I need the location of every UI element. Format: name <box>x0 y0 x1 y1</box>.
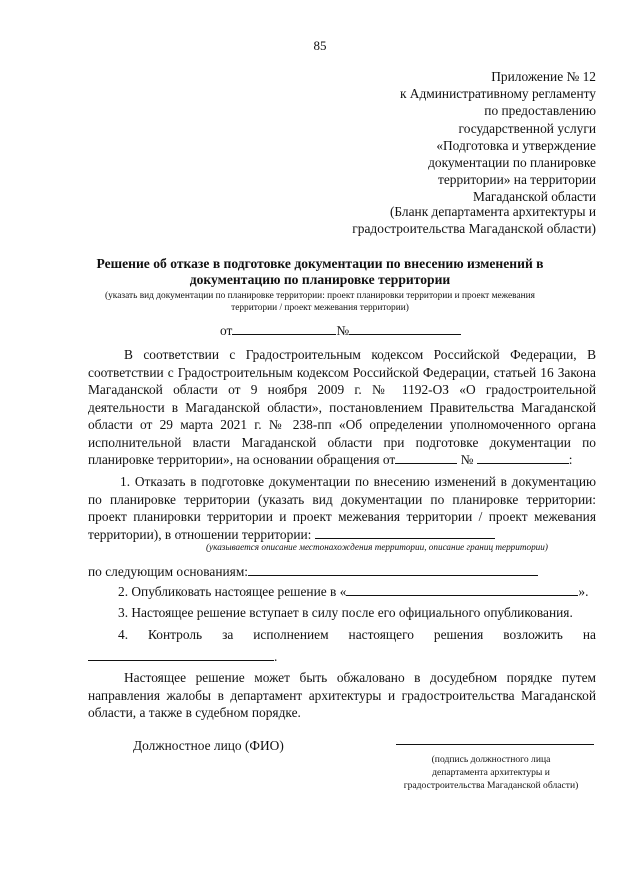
item-4-word: за <box>222 627 234 642</box>
item-2-text: 2. Опубликовать настоящее решение в « <box>118 584 347 599</box>
item-4-continuation <box>88 648 277 665</box>
item-4-end: . <box>274 649 278 664</box>
item-4-word: Контроль <box>147 627 203 642</box>
preamble-text: В соответствии с Градостроительным кодексом Российской Федерации, В соответствии с Градостроительным кодексом Российской Федерации, статьей 16 Закона Магаданской области от 9 ноября 2009 г. № 1192-ОЗ «О градостроительной деятельности в Магаданской области», постановлением Правительства Магаданской области от 29 марта 2021 г. № 238-пп «Об определении уполномоченного органа исполнительной власти Магаданской области при подготовке документации по планировке территории», на основании обращения от <box>88 347 596 467</box>
publication-blank[interactable] <box>346 583 578 596</box>
item-3: 3. Настоящее решение вступает в силу после его официального опубликования. <box>118 605 573 620</box>
item-4-word: на <box>582 627 596 642</box>
signature-note-line: департамента архитектуры и <box>432 767 550 779</box>
signature-line[interactable] <box>396 744 594 745</box>
grounds-blank[interactable] <box>248 563 538 576</box>
appeal-number-blank[interactable] <box>477 451 569 464</box>
appeal-number-label: № <box>460 452 474 467</box>
title-line: Решение об отказе в подготовке документации по внесению изменений в <box>96 256 544 271</box>
signature-note-line: (подпись должностного лица <box>431 754 551 765</box>
appeal-paragraph: Настоящее решение может быть обжаловано в досудебном порядке путем направления жалобы в департамент архитектуры и градостроительства Магаданской области, а также в судебном порядке. <box>88 670 596 720</box>
number-label: № <box>336 323 350 338</box>
appeal-date-blank[interactable] <box>395 451 457 464</box>
item-4-word: исполнением <box>253 627 329 642</box>
number-blank[interactable] <box>349 322 461 335</box>
letterhead-line: (Бланк департамента архитектуры и <box>389 204 596 219</box>
signature-note-line: градостроительства Магаданской области) <box>403 780 579 792</box>
date-number-line <box>220 322 461 339</box>
preamble-paragraph <box>88 346 596 469</box>
appendix-line: по предоставлению <box>484 103 596 119</box>
letterhead-note <box>276 203 596 237</box>
grounds-line <box>88 563 538 580</box>
document-title <box>80 256 560 288</box>
appendix-line: «Подготовка и утверждение <box>436 137 596 153</box>
official-label: Должностное лицо (ФИО) <box>133 738 284 753</box>
signature-note <box>388 753 594 793</box>
appendix-line: Приложение № 12 <box>491 69 596 84</box>
item-4 <box>118 627 596 643</box>
item-2 <box>118 583 588 600</box>
title-line: документацию по планировке территории <box>189 272 451 287</box>
appendix-header <box>296 68 596 206</box>
appendix-line: Магаданской области <box>473 189 596 205</box>
preamble-end: : <box>568 452 573 467</box>
item-4-word: решения <box>433 627 484 642</box>
item-1 <box>88 473 596 543</box>
item-2-end: ». <box>578 584 589 599</box>
appendix-line: к Административному регламенту <box>399 86 596 102</box>
page-number: 85 <box>313 38 327 53</box>
from-label: от <box>220 323 233 338</box>
item-4-word: возложить <box>503 627 563 642</box>
date-blank[interactable] <box>232 322 336 335</box>
territory-blank[interactable] <box>315 526 495 539</box>
grounds-label: по следующим основаниям: <box>88 564 249 579</box>
responsible-blank[interactable] <box>88 648 274 661</box>
item-1-text: 1. Отказать в подготовке документации по внесению изменений в документацию по планировке территории (указать вид документации по планировке территории: проект планировки территории и проект межевания территории / проект межевания территории), в отношении территории: <box>88 474 596 542</box>
title-note: (указать вид документации по планировке территории: проект планировки территории и проект межевания территории / проект межевания территории) <box>105 291 535 313</box>
letterhead-line: градостроительства Магаданской области) <box>352 221 596 237</box>
item-4-word: настоящего <box>348 627 414 642</box>
appendix-line: государственной услуги <box>458 120 596 136</box>
territory-caption: (указывается описание местонахождения территории, описание границ территории) <box>206 542 548 552</box>
appendix-line: документации по планировке <box>428 155 596 171</box>
appendix-line: территории» на территории <box>437 172 596 188</box>
item-4-word: 4. <box>118 627 129 642</box>
